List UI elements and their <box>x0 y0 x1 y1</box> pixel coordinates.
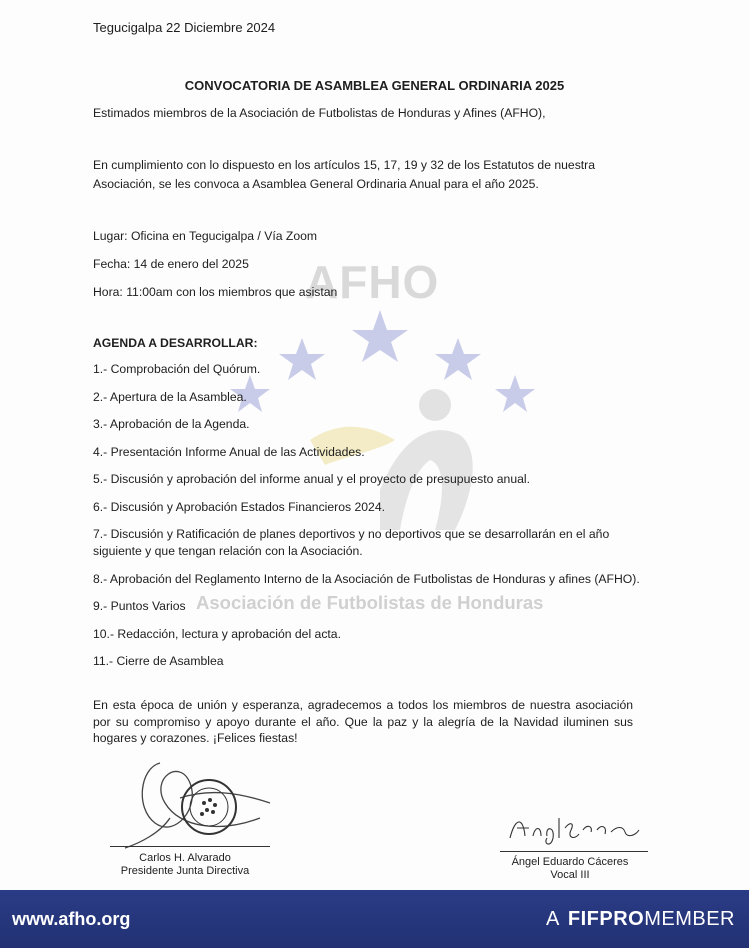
signature-line-right <box>500 851 648 852</box>
list-item: 10.- Redacción, lectura y aprobación del acta. <box>93 626 341 641</box>
signature-right-icon <box>505 808 645 848</box>
agenda-heading: AGENDA A DESARROLLAR: <box>93 336 258 350</box>
seal-stamp-icon <box>180 778 238 836</box>
signer-right-role: Vocal III <box>550 869 590 881</box>
signature-line-left <box>110 846 270 847</box>
date-line: Tegucigalpa 22 Diciembre 2024 <box>93 20 276 35</box>
detail-date: Fecha: 14 de enero del 2025 <box>93 257 249 271</box>
list-item: 3.- Aprobación de la Agenda. <box>93 417 250 431</box>
list-item: 11.- Cierre de Asamblea <box>93 654 224 668</box>
list-item: 5.- Discusión y aprobación del informe anual y el proyecto de presupuesto anual. <box>93 472 530 486</box>
list-item: 6.- Discusión y Aprobación Estados Financieros 2024. <box>93 499 385 514</box>
list-item: 8.- Aprobación del Reglamento Interno de la Asociación de Futbolistas de Honduras y afines (AFHO). <box>93 571 640 586</box>
member-suffix: MEMBER <box>644 908 735 930</box>
signer-right <box>490 856 650 882</box>
member-prefix: A <box>546 908 560 930</box>
signer-left-name: Carlos H. Alvarado <box>139 852 231 864</box>
agenda-list <box>93 361 648 681</box>
closing-paragraph: En esta época de unión y esperanza, agradecemos a todos los miembros de nuestra asociación por su compromiso y apoyo durante el año. Que la paz y la alegría de la Navidad iluminen sus hogares y corazones. ¡Felices fiestas! <box>93 698 633 745</box>
watermark-org-name: Asociación de Futbolistas de Honduras <box>196 592 544 613</box>
list-item: 4.- Presentación Informe Anual de las Actividades. <box>93 444 365 459</box>
signer-left-role: Presidente Junta Directiva <box>120 865 250 877</box>
member-brand: FIFPRO <box>567 908 645 930</box>
detail-location: Lugar: Oficina en Tegucigalpa / Vía Zoom <box>93 229 318 243</box>
meeting-details <box>93 229 337 313</box>
watermark-logo: AFHO <box>305 256 440 308</box>
intro-paragraph: En cumplimiento con lo dispuesto en los artículos 15, 17, 19 y 32 de los Estatutos de nuestra Asociación, se les convoca a Asamblea General Ordinaria Anual para el año 2025. <box>93 158 596 191</box>
detail-time: Hora: 11:00am con los miembros que asistan <box>93 285 338 299</box>
website-link[interactable]: www.afho.org <box>12 909 131 929</box>
list-item: 1.- Comprobación del Quórum. <box>93 362 261 376</box>
signer-right-name: Ángel Eduardo Cáceres <box>511 856 629 868</box>
greeting: Estimados miembros de la Asociación de Futbolistas de Honduras y Afines (AFHO), <box>93 106 546 120</box>
list-item: 2.- Apertura de la Asamblea. <box>93 389 247 404</box>
page-title: CONVOCATORIA DE ASAMBLEA GENERAL ORDINARIA 2025 <box>184 78 565 93</box>
fifpro-member-badge <box>546 908 735 931</box>
list-item: 7.- Discusión y Ratificación de planes deportivos y no deportivos que se desarrollarán en el año siguiente y que tengan relación con la Asociación. <box>93 527 610 558</box>
signer-left <box>90 852 280 878</box>
list-item: 9.- Puntos Varios <box>93 599 186 613</box>
footer-banner <box>0 890 749 948</box>
